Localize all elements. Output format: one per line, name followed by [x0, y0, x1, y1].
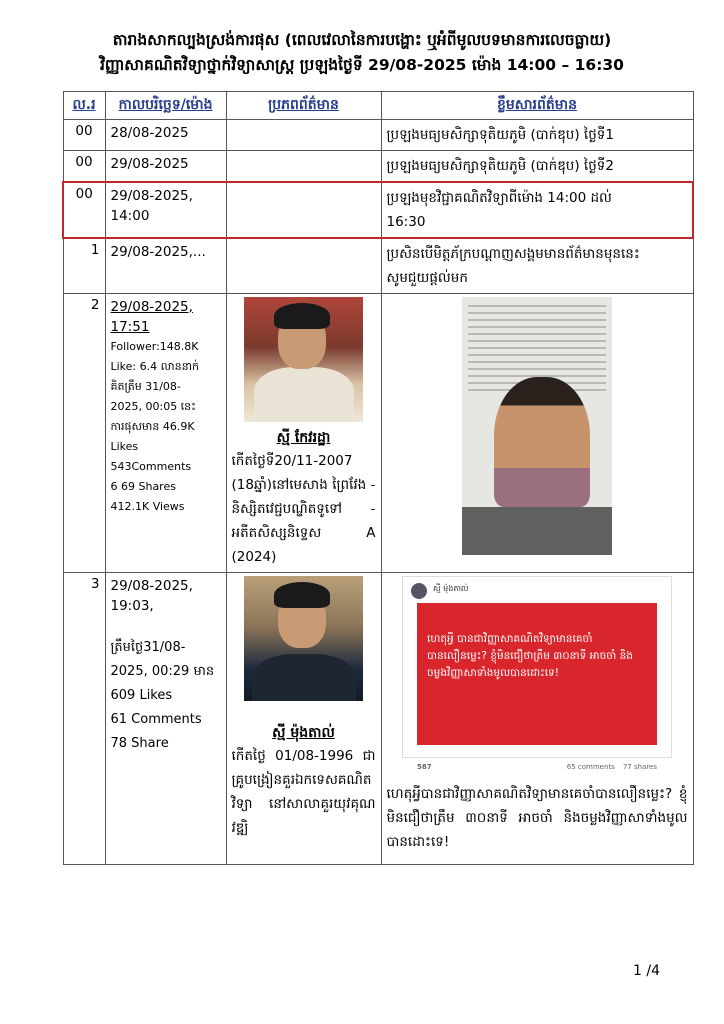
stat-line: Follower:148.8K: [110, 340, 199, 353]
row-date-line2: 19:03,: [110, 598, 154, 614]
stat-line: គិតត្រឹម 31/08-: [110, 380, 181, 393]
row-content: [381, 573, 693, 865]
row-source: [226, 294, 381, 573]
post-reactions: [417, 763, 657, 771]
row-content: ប្រឡងមធ្យមសិក្សាទុតិយភូមិ (បាក់ឌុប) ថ្ងៃទី1: [381, 120, 693, 151]
stat-line: Like: 6.4 លាននាក់: [110, 360, 200, 373]
row-source: [226, 238, 381, 294]
share-count: 77 shares: [622, 763, 657, 771]
row-date: 29/08-2025: [105, 151, 226, 183]
row-source: [226, 182, 381, 238]
post-author: ស្មី ម៉ុងតាល់: [433, 584, 469, 593]
row-source: [226, 573, 381, 865]
stat-line: 543Comments: [110, 460, 192, 473]
person-bio: កើតថ្ងៃទី20/11-2007 (18ឆ្នាំ)នៅមេសាង ព្រៃវែង - និស្សិតវេជ្ជបណ្ឌិតទូទៅ - អតីតសិស្សនិទ្ទេស A (2024): [231, 453, 376, 565]
row-date-line2: 14:00: [110, 208, 150, 224]
stat-line: 412.1K Views: [110, 500, 185, 513]
header-source: ប្រភពព័ត៌មាន: [226, 92, 381, 120]
row-date-line2: 17:51: [110, 319, 150, 335]
post-caption: ហេតុអ្វីបានជាវិញ្ញាសាគណិតវិទ្យាមានគេចាំបានលឿនម្លេះ? ខ្ញុំមិនជឿថាត្រឹម ៣០នាទី អាចចាំ និងចម្លងវិញ្ញាសាទាំងមូលបានដោះទេ!: [386, 786, 688, 850]
stat-line: Likes: [110, 440, 139, 453]
person-name: ស្មី កែវរដ្ឋា: [276, 430, 331, 446]
row-content-line1: ប្រឡងមុខវិជ្ជាគណិតវិទ្យាពីម៉ោង 14:00 ដល់: [386, 190, 612, 206]
row-content: [381, 238, 693, 294]
table-row: [63, 151, 693, 183]
row-date: [105, 182, 226, 238]
row-no: 00: [63, 120, 105, 151]
post-image-text: ហេតុអ្វី បានជាវិញ្ញាសាគណិតវិទ្យាមានគេចាំបានលឿនម្លេះ? ខ្ញុំមិនជឿថាត្រឹម ៣០នាទី អាចចាំ និងចម្លងវិញ្ញាសាទាំងមូលបានដោះទេ!: [417, 603, 657, 745]
stat-line: 2025, 00:05 នេះ: [110, 400, 196, 413]
table-header-row: [63, 92, 693, 120]
row-date-line1: 29/08-2025,: [110, 578, 193, 594]
table-row-highlighted: [63, 182, 693, 238]
stat-line: 2025, 00:29 មាន: [110, 664, 215, 679]
leak-table: [62, 91, 694, 865]
header-date: កាលបរិច្ឆេទ/ម៉ោង: [105, 92, 226, 120]
row-source: [226, 151, 381, 183]
table-row: [63, 120, 693, 151]
row-date: 29/08-2025,...: [105, 238, 226, 294]
table-row: [63, 294, 693, 573]
row-content-line2: សូមជួយផ្ដល់មក: [386, 270, 468, 286]
header-content: ខ្លឹមសារព័ត៌មាន: [381, 92, 693, 120]
row-no: 3: [63, 573, 105, 865]
stat-line: 6 69 Shares: [110, 480, 176, 493]
row-source: [226, 120, 381, 151]
facebook-post-screenshot: [402, 576, 672, 771]
document-title-line1: តារាងសាកល្បងស្រង់ការផុស (ពេលវេលានៃការបង្ហោះ ឬអំពីមូលបទមានការលេចធ្លាយ): [112, 31, 612, 49]
row-content-line1: ប្រសិនបើមិត្តភ័ក្របណ្ដាញសង្គមមានព័ត៌មានមុននេះ: [386, 246, 640, 262]
profile-photo: [244, 297, 363, 422]
row-date: [105, 294, 226, 573]
page-number: 1 /4: [633, 963, 660, 979]
document-title-line2: វិញ្ញាសាគណិតវិទ្យាថ្នាក់វិទ្យាសាស្ត្រ ប្រឡងថ្ងៃទី 29/08-2025 ម៉ោង 14:00 – 16:30: [100, 56, 624, 74]
stat-line: 78 Share: [110, 736, 169, 751]
like-count: 587: [417, 763, 432, 771]
person-bio: កើតថ្ងៃ 01/08-1996 ជាគ្រូបង្រៀនគួរឯកទេសគណិតវិទ្យា នៅសាលាគួរយុវគុណវឌ្ឍិ: [231, 748, 376, 836]
row-date: [105, 573, 226, 865]
header-no: ល.រ: [63, 92, 105, 120]
row-content-line2: 16:30: [386, 214, 426, 230]
person-name: ស្មី ម៉ុងតាល់: [272, 725, 335, 741]
avatar: [411, 583, 427, 599]
row-date-line1: 29/08-2025,: [110, 299, 193, 315]
row-no: 00: [63, 182, 105, 238]
stat-line: ត្រឹមថ្ងៃ31/08-: [110, 640, 186, 655]
row-date: 28/08-2025: [105, 120, 226, 151]
table-row: [63, 238, 693, 294]
row-no: 00: [63, 151, 105, 183]
row-content: ប្រឡងមធ្យមសិក្សាទុតិយភូមិ (បាក់ឌុប) ថ្ងៃទី2: [381, 151, 693, 183]
row-no: 2: [63, 294, 105, 573]
stat-line: 609 Likes: [110, 688, 173, 703]
comment-count: 65 comments: [566, 763, 615, 771]
stat-line: ការផុសមាន 46.9K: [110, 420, 195, 433]
row-content: [381, 294, 693, 573]
row-date-line1: 29/08-2025,: [110, 188, 193, 204]
profile-photo: [244, 576, 363, 701]
table-row: [63, 573, 693, 865]
tiktok-screenshot: [462, 297, 612, 555]
stat-line: 61 Comments: [110, 712, 202, 727]
row-content: [381, 182, 693, 238]
row-no: 1: [63, 238, 105, 294]
